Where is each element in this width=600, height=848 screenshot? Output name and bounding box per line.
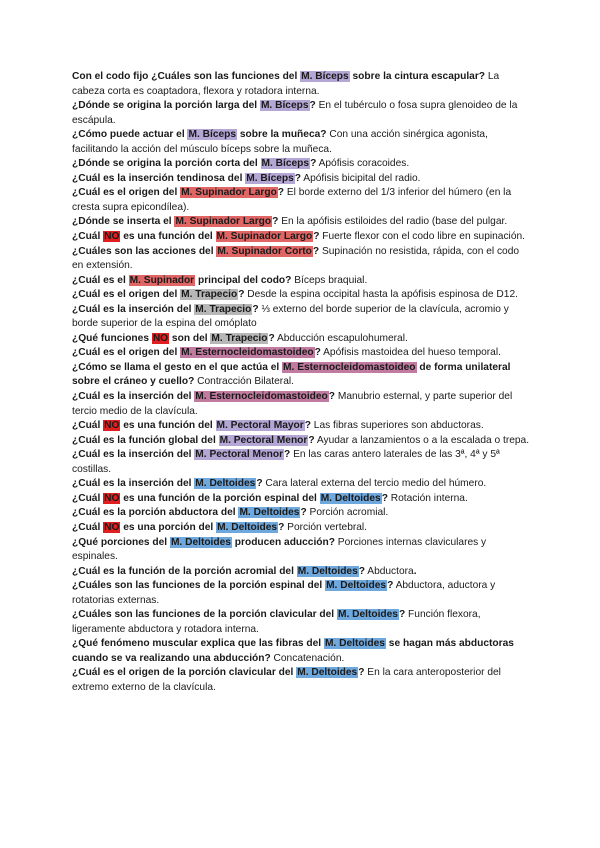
question-text: ? — [358, 667, 365, 679]
muscle-name-highlight: M. Pectoral Mayor — [216, 420, 304, 432]
answer-text: Manubrio esternal, y parte superior del tercio medio de la clavícula. — [72, 391, 513, 417]
question-text: ¿Cuál es la inserción del — [72, 303, 195, 315]
question-text: ? — [308, 434, 315, 446]
muscle-name-highlight: M. Pectoral Menor — [219, 434, 308, 446]
muscle-name-highlight: M. Deltoides — [320, 492, 381, 504]
muscle-name-highlight: M. Supinador Largo — [216, 231, 313, 243]
qa-paragraph — [72, 172, 532, 187]
qa-paragraph — [72, 536, 532, 565]
qa-paragraph — [72, 390, 532, 419]
question-text: ? — [284, 449, 291, 461]
negation-highlight: NO — [104, 231, 120, 243]
negation-highlight: NO — [104, 492, 120, 504]
muscle-name-highlight: M. Deltoides — [297, 667, 358, 679]
qa-paragraph — [72, 215, 532, 230]
qa-paragraph — [72, 579, 532, 608]
qa-paragraph — [72, 128, 532, 157]
question-text: ¿Cuál — [72, 231, 104, 243]
question-text: ¿Cómo puede actuar el — [72, 129, 188, 141]
question-text: ? — [398, 609, 406, 621]
qa-paragraph — [72, 419, 532, 434]
qa-paragraph — [72, 288, 532, 303]
qa-paragraph — [72, 186, 532, 215]
muscle-name-highlight: M. Supinador Largo — [175, 216, 272, 228]
muscle-name-highlight: M. Supinador Corto — [217, 245, 312, 257]
question-text: ¿Qué funciones — [72, 332, 152, 344]
qa-paragraph — [72, 565, 532, 580]
answer-text: En el tubérculo o fosa supra glenoideo de la escápula. — [72, 100, 518, 126]
qa-paragraph — [72, 157, 532, 172]
question-text: ¿Cuál es el — [72, 274, 129, 286]
muscle-name-highlight: M. Deltoides — [195, 478, 256, 490]
answer-text: Supinación no resistida, rápida, con el codo en extensión. — [72, 245, 520, 272]
answer-text: En la apófisis estiloides del radio (base del pulgar. — [278, 216, 508, 228]
question-text: ? — [277, 187, 285, 199]
question-text: Con el codo fijo ¿Cuáles son las funciones del — [72, 71, 301, 82]
answer-text: En las caras antero laterales de las 3ª, 4ª y 5ª costillas. — [72, 449, 500, 475]
answer-text: La cabeza corta es coaptadora, flexora y rotadora interna. — [72, 71, 500, 97]
question-text: ? — [278, 521, 285, 533]
answer-text: Bíceps braquial. — [291, 274, 368, 286]
muscle-name-highlight: M. Trapecio — [211, 332, 268, 344]
question-text: ¿Cuál es el origen del — [72, 289, 181, 301]
muscle-name-highlight: M. Deltoides — [239, 507, 300, 519]
question-text: ? — [272, 216, 279, 228]
muscle-name-highlight: M. Deltoides — [297, 565, 358, 577]
muscle-name-highlight: M. Deltoides — [324, 638, 385, 650]
muscle-name-highlight: M. Deltoides — [337, 609, 398, 621]
question-text: ¿Qué fenómeno muscular explica que las fibras del — [72, 638, 324, 650]
question-text: principal del codo? — [195, 274, 292, 286]
answer-text: Contracción Bilateral. — [194, 376, 294, 388]
question-text: ¿Cuáles son las funciones de la porción clavicular del — [72, 609, 337, 621]
answer-text: Las fibras superiores son abductoras. — [310, 420, 484, 432]
question-text: ? — [256, 478, 263, 490]
qa-paragraph — [72, 608, 532, 637]
muscle-name-highlight: M. Deltoides — [326, 580, 387, 592]
qa-paragraph — [72, 506, 532, 521]
qa-paragraph — [72, 361, 532, 390]
question-text: es una porción del — [120, 521, 217, 533]
muscle-name-highlight: M. Trapecio — [195, 303, 252, 315]
negation-highlight: NO — [104, 521, 120, 533]
question-text: ? — [309, 100, 316, 112]
answer-text: Ayudar a lanzamientos o a la escalada o trepa. — [314, 434, 530, 446]
qa-paragraph — [72, 637, 532, 666]
question-text: ¿Cuál — [72, 492, 104, 504]
question-text: ¿Dónde se inserta el — [72, 216, 175, 228]
muscle-name-highlight: M. Deltoides — [217, 521, 278, 533]
answer-text: Abducción escapulohumeral. — [274, 332, 408, 344]
qa-paragraph — [72, 230, 532, 245]
negation-highlight: NO — [152, 332, 169, 344]
question-text: sobre la muñeca? — [237, 129, 327, 141]
qa-paragraph — [72, 303, 532, 332]
muscle-name-highlight: M. Bíceps — [246, 172, 294, 184]
muscle-name-highlight: M. Bíceps — [188, 129, 237, 141]
document-body — [72, 70, 532, 696]
qa-paragraph — [72, 274, 532, 289]
question-text: ¿Cuál es la función global del — [72, 434, 219, 446]
muscle-name-highlight: M. Esternocleidomastoideo — [283, 361, 416, 373]
qa-paragraph — [72, 434, 532, 449]
muscle-name-highlight: M. Esternocleidomastoideo — [195, 391, 328, 403]
question-text: ¿Dónde se origina la porción corta del — [72, 158, 261, 170]
qa-paragraph — [72, 521, 532, 536]
answer-text: Abductora — [365, 565, 414, 577]
question-text: ? — [387, 580, 394, 592]
answer-text: Apófisis mastoidea del hueso temporal. — [320, 347, 501, 359]
question-text: ? — [381, 492, 388, 504]
question-text: ¿Cuál es la inserción del — [72, 478, 195, 490]
question-text: de forma unilateral sobre el cráneo y cuello? — [72, 361, 511, 388]
question-text: son del — [169, 332, 211, 344]
answer-text: Apófisis bicipital del radio. — [301, 172, 421, 184]
qa-paragraph — [72, 477, 532, 492]
question-text: ¿Cuál es la inserción tendinosa del — [72, 172, 246, 184]
question-text: es una función del — [120, 231, 216, 243]
qa-paragraph — [72, 245, 532, 274]
question-text: ? — [304, 420, 311, 432]
question-text: ? — [312, 245, 320, 257]
question-text: ? — [313, 231, 320, 243]
qa-paragraph — [72, 492, 532, 507]
question-text: . — [413, 565, 417, 577]
answer-text: El borde externo del 1/3 inferior del húmero (en la cresta supra epicondílea). — [72, 187, 512, 213]
muscle-name-highlight: M. Esternocleidomastoideo — [181, 347, 314, 359]
qa-paragraph — [72, 70, 532, 99]
question-text: ? — [328, 391, 335, 403]
question-text: ? — [310, 158, 317, 170]
question-text: ? — [358, 565, 365, 577]
answer-text: Porción acromial. — [306, 507, 389, 519]
qa-paragraph — [72, 448, 532, 477]
answer-text: Porciones internas claviculares y espinales. — [72, 536, 487, 563]
muscle-name-highlight: M. Supinador Largo — [181, 187, 277, 199]
question-text: es una función de la porción espinal del — [120, 492, 320, 504]
answer-text: Abductora, aductora y rotatorias externas. — [72, 580, 496, 606]
question-text: ¿Cuáles son las funciones de la porción espinal del — [72, 580, 326, 592]
question-text: ¿Cuál es la inserción del — [72, 391, 195, 403]
question-text: ? — [294, 172, 302, 184]
question-text: ¿Cuál es el origen del — [72, 187, 181, 199]
question-text: ? — [238, 289, 245, 301]
question-text: ¿Cuál es la porción abductora del — [72, 507, 239, 519]
muscle-name-highlight: M. Supinador — [129, 274, 195, 286]
answer-text: Fuerte flexor con el codo libre en supinación. — [319, 231, 525, 243]
qa-paragraph — [72, 332, 532, 347]
question-text: ¿Cómo se llama el gesto en el que actúa el — [72, 361, 283, 373]
muscle-name-highlight: M. Trapecio — [181, 289, 238, 301]
question-text: ¿Cuál es el origen de la porción clavicular del — [72, 667, 297, 679]
qa-paragraph — [72, 666, 532, 695]
answer-text: Porción vertebral. — [284, 521, 368, 533]
question-text: ¿Cuál es la función de la porción acromial del — [72, 565, 297, 577]
negation-highlight: NO — [104, 420, 120, 432]
question-text: ¿Cuál — [72, 521, 104, 533]
question-text: ¿Qué porciones del — [72, 536, 170, 548]
answer-text: Con una acción sinérgica agonista, facilitando la acción del músculo bíceps sobre la muñeca. — [72, 129, 488, 155]
qa-paragraph — [72, 99, 532, 128]
question-text: ¿Cuál es el origen del — [72, 347, 181, 359]
question-text: se hagan más abductoras cuando se va realizando una abducción? — [72, 638, 514, 664]
answer-text: En la cara anteroposterior del extremo externo de la clavícula. — [72, 667, 501, 693]
question-text: ? — [268, 332, 275, 344]
answer-text: Apófisis coracoides. — [316, 158, 410, 170]
question-text: ¿Cuáles son las acciones del — [72, 245, 217, 257]
muscle-name-highlight: M. Bíceps — [260, 100, 309, 112]
muscle-name-highlight: M. Pectoral Menor — [195, 449, 284, 461]
question-text: sobre la cintura escapular? — [349, 71, 486, 82]
question-text: ? — [252, 303, 259, 315]
question-text: ? — [300, 507, 307, 519]
answer-text: Función flexora, ligeramente abductora y rotadora interna. — [72, 609, 481, 635]
answer-text: Desde la espina occipital hasta la apófisis espinosa de D12. — [244, 289, 518, 301]
question-text: producen aducción? — [231, 536, 335, 548]
question-text: ¿Dónde se origina la porción larga del — [72, 100, 260, 112]
question-text: es una función del — [120, 420, 216, 432]
qa-paragraph — [72, 346, 532, 361]
answer-text: Rotación interna. — [387, 492, 468, 504]
muscle-name-highlight: M. Deltoides — [170, 536, 231, 548]
question-text: ? — [314, 347, 321, 359]
question-text: ¿Cuál es la inserción del — [72, 449, 195, 461]
answer-text: ⅓ externo del borde superior de la clavícula, acromio y borde superior de la espina del omóplato — [72, 303, 509, 330]
answer-text: Cara lateral externa del tercio medio del húmero. — [262, 478, 487, 490]
answer-text: Concatenación. — [270, 652, 345, 664]
muscle-name-highlight: M. Bíceps — [301, 71, 349, 82]
muscle-name-highlight: M. Bíceps — [261, 158, 310, 170]
question-text: ¿Cuál — [72, 420, 104, 432]
